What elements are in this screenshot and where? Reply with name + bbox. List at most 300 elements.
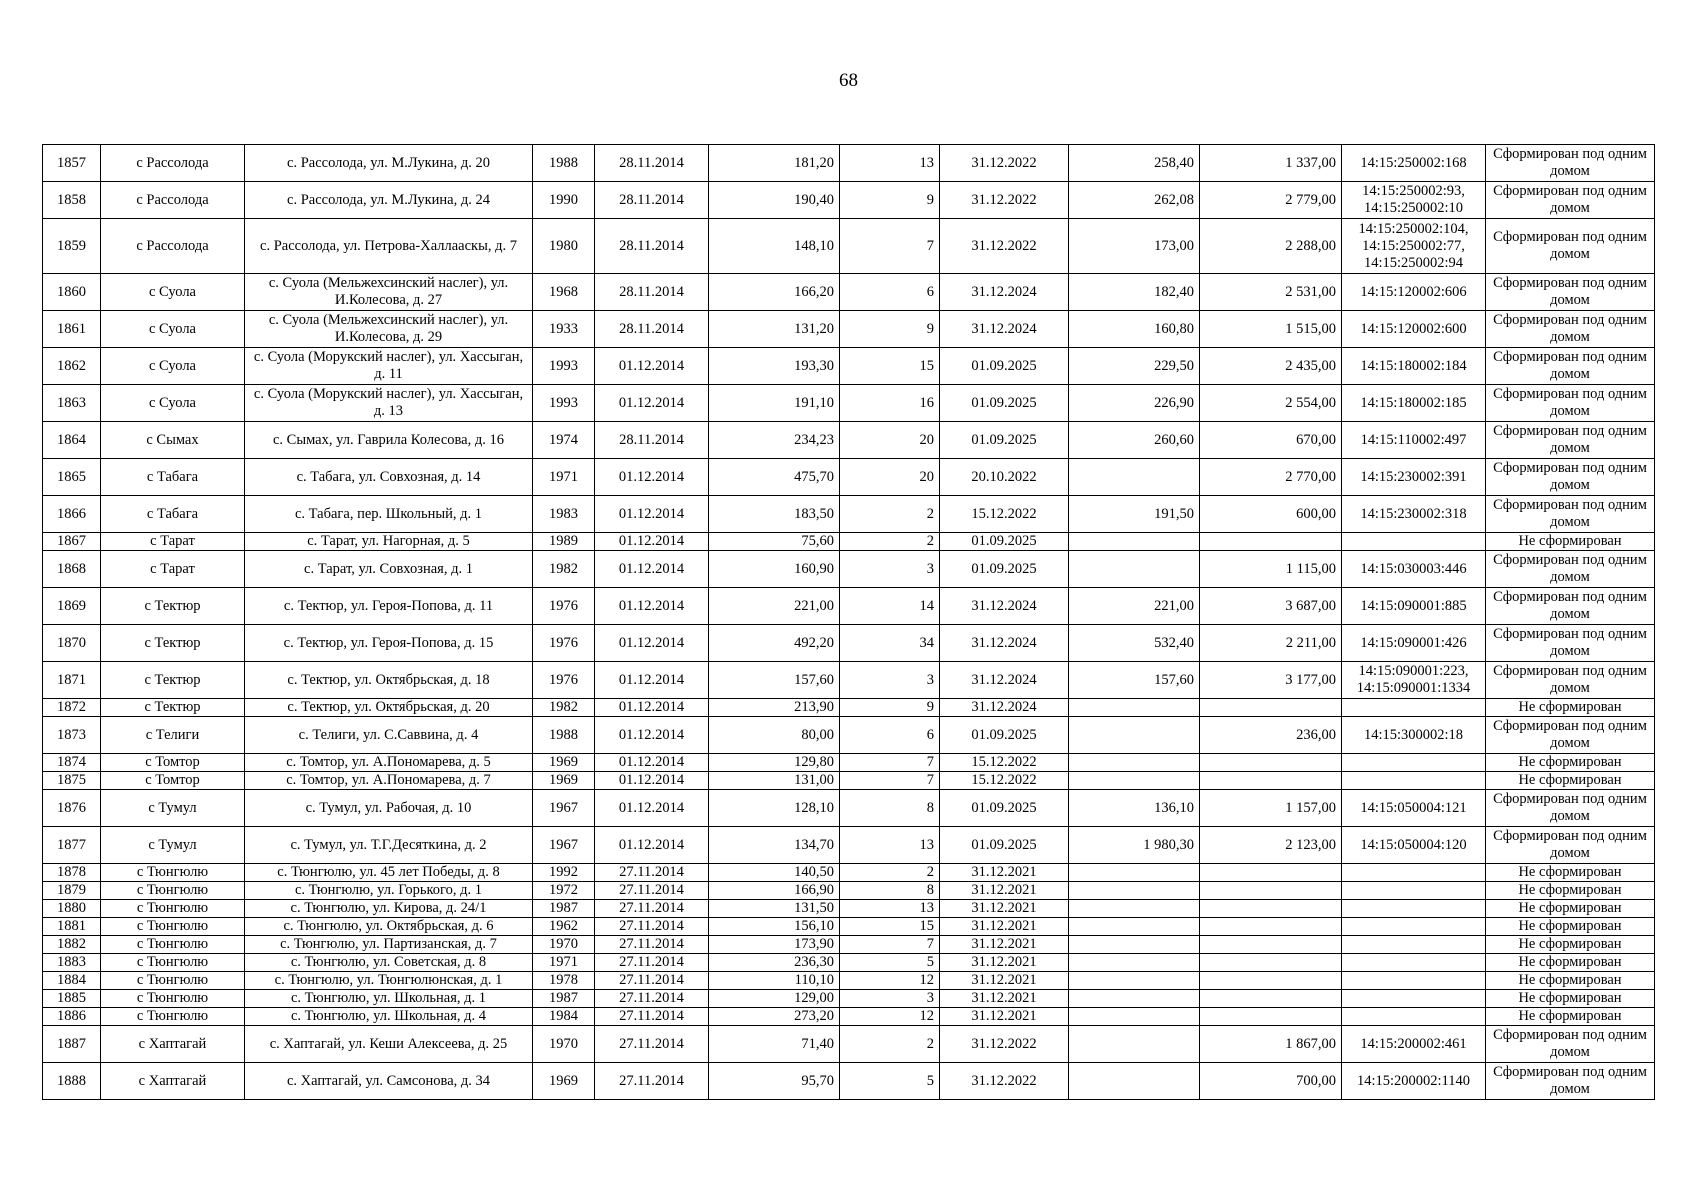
settlement-cell: с Хаптагай bbox=[101, 1063, 245, 1100]
cadastral-cell bbox=[1342, 533, 1486, 551]
deadline-cell: 15.12.2022 bbox=[940, 754, 1069, 772]
settlement-cell: с Табага bbox=[101, 496, 245, 533]
row-number: 1879 bbox=[43, 882, 101, 900]
settlement-cell: с Тарат bbox=[101, 551, 245, 588]
row-number: 1863 bbox=[43, 385, 101, 422]
land-area-cell: 2 531,00 bbox=[1200, 274, 1342, 311]
area2-cell: 182,40 bbox=[1069, 274, 1200, 311]
area2-cell bbox=[1069, 551, 1200, 588]
settlement-cell: с Тюнгюлю bbox=[101, 990, 245, 1008]
residents-cell: 20 bbox=[840, 459, 940, 496]
cadastral-cell: 14:15:050004:121 bbox=[1342, 790, 1486, 827]
year-cell: 1993 bbox=[533, 348, 595, 385]
address-cell: с. Тюнгюлю, ул. Школьная, д. 1 bbox=[245, 990, 533, 1008]
status-cell: Сформирован под одним домом bbox=[1486, 274, 1655, 311]
table-row bbox=[43, 882, 1655, 900]
land-area-cell bbox=[1200, 772, 1342, 790]
table-row bbox=[43, 662, 1655, 699]
status-cell: Не сформирован bbox=[1486, 1008, 1655, 1026]
status-cell: Сформирован под одним домом bbox=[1486, 551, 1655, 588]
address-cell: с. Рассолода, ул. М.Лукина, д. 24 bbox=[245, 182, 533, 219]
status-cell: Сформирован под одним домом bbox=[1486, 1063, 1655, 1100]
date-cell: 27.11.2014 bbox=[595, 918, 709, 936]
cadastral-cell bbox=[1342, 900, 1486, 918]
area2-cell bbox=[1069, 459, 1200, 496]
land-area-cell: 2 554,00 bbox=[1200, 385, 1342, 422]
area2-cell bbox=[1069, 1063, 1200, 1100]
area2-cell bbox=[1069, 864, 1200, 882]
address-cell: с. Хаптагай, ул. Самсонова, д. 34 bbox=[245, 1063, 533, 1100]
address-cell: с. Табага, пер. Школьный, д. 1 bbox=[245, 496, 533, 533]
area-cell: 475,70 bbox=[709, 459, 840, 496]
table-row bbox=[43, 145, 1655, 182]
status-cell: Сформирован под одним домом bbox=[1486, 625, 1655, 662]
date-cell: 01.12.2014 bbox=[595, 348, 709, 385]
year-cell: 1987 bbox=[533, 990, 595, 1008]
area-cell: 131,00 bbox=[709, 772, 840, 790]
settlement-cell: с Суола bbox=[101, 274, 245, 311]
area-cell: 160,90 bbox=[709, 551, 840, 588]
land-area-cell: 3 177,00 bbox=[1200, 662, 1342, 699]
settlement-cell: с Телиги bbox=[101, 717, 245, 754]
settlement-cell: с Сымах bbox=[101, 422, 245, 459]
table-row bbox=[43, 1026, 1655, 1063]
status-cell: Сформирован под одним домом bbox=[1486, 496, 1655, 533]
table-row bbox=[43, 496, 1655, 533]
area2-cell: 160,80 bbox=[1069, 311, 1200, 348]
deadline-cell: 01.09.2025 bbox=[940, 533, 1069, 551]
address-cell: с. Тюнгюлю, ул. Горького, д. 1 bbox=[245, 882, 533, 900]
deadline-cell: 31.12.2021 bbox=[940, 882, 1069, 900]
status-cell: Не сформирован bbox=[1486, 954, 1655, 972]
year-cell: 1982 bbox=[533, 551, 595, 588]
row-number: 1888 bbox=[43, 1063, 101, 1100]
year-cell: 1971 bbox=[533, 954, 595, 972]
address-cell: с. Сымах, ул. Гаврила Колесова, д. 16 bbox=[245, 422, 533, 459]
land-area-cell: 2 779,00 bbox=[1200, 182, 1342, 219]
row-number: 1864 bbox=[43, 422, 101, 459]
residents-cell: 13 bbox=[840, 145, 940, 182]
land-area-cell bbox=[1200, 900, 1342, 918]
area2-cell bbox=[1069, 1008, 1200, 1026]
area-cell: 128,10 bbox=[709, 790, 840, 827]
settlement-cell: с Тюнгюлю bbox=[101, 954, 245, 972]
land-area-cell: 2 770,00 bbox=[1200, 459, 1342, 496]
date-cell: 01.12.2014 bbox=[595, 717, 709, 754]
date-cell: 27.11.2014 bbox=[595, 1026, 709, 1063]
residents-cell: 14 bbox=[840, 588, 940, 625]
cadastral-cell: 14:15:300002:18 bbox=[1342, 717, 1486, 754]
year-cell: 1984 bbox=[533, 1008, 595, 1026]
settlement-cell: с Тюнгюлю bbox=[101, 936, 245, 954]
row-number: 1882 bbox=[43, 936, 101, 954]
cadastral-cell: 14:15:250002:93, 14:15:250002:10 bbox=[1342, 182, 1486, 219]
year-cell: 1969 bbox=[533, 1063, 595, 1100]
settlement-cell: с Тектюр bbox=[101, 662, 245, 699]
deadline-cell: 31.12.2024 bbox=[940, 311, 1069, 348]
deadline-cell: 31.12.2022 bbox=[940, 145, 1069, 182]
residents-cell: 6 bbox=[840, 717, 940, 754]
address-cell: с. Рассолода, ул. Петрова-Халлааскы, д. 7 bbox=[245, 219, 533, 274]
area-cell: 234,23 bbox=[709, 422, 840, 459]
date-cell: 01.12.2014 bbox=[595, 551, 709, 588]
cadastral-cell bbox=[1342, 754, 1486, 772]
residents-cell: 7 bbox=[840, 219, 940, 274]
row-number: 1858 bbox=[43, 182, 101, 219]
land-area-cell: 1 515,00 bbox=[1200, 311, 1342, 348]
deadline-cell: 31.12.2022 bbox=[940, 1026, 1069, 1063]
row-number: 1884 bbox=[43, 972, 101, 990]
cadastral-cell: 14:15:110002:497 bbox=[1342, 422, 1486, 459]
residents-cell: 13 bbox=[840, 827, 940, 864]
cadastral-cell bbox=[1342, 699, 1486, 717]
residents-cell: 7 bbox=[840, 754, 940, 772]
address-cell: с. Тектюр, ул. Октябрьская, д. 20 bbox=[245, 699, 533, 717]
cadastral-cell: 14:15:090001:223, 14:15:090001:1334 bbox=[1342, 662, 1486, 699]
year-cell: 1971 bbox=[533, 459, 595, 496]
area-cell: 148,10 bbox=[709, 219, 840, 274]
date-cell: 01.12.2014 bbox=[595, 459, 709, 496]
page-number: 68 bbox=[839, 70, 858, 91]
status-cell: Не сформирован bbox=[1486, 990, 1655, 1008]
settlement-cell: с Суола bbox=[101, 311, 245, 348]
address-cell: с. Телиги, ул. С.Саввина, д. 4 bbox=[245, 717, 533, 754]
residents-cell: 9 bbox=[840, 311, 940, 348]
address-cell: с. Тюнгюлю, ул. Школьная, д. 4 bbox=[245, 1008, 533, 1026]
land-area-cell: 1 157,00 bbox=[1200, 790, 1342, 827]
status-cell: Не сформирован bbox=[1486, 900, 1655, 918]
year-cell: 1970 bbox=[533, 1026, 595, 1063]
year-cell: 1970 bbox=[533, 936, 595, 954]
table-row bbox=[43, 900, 1655, 918]
year-cell: 1993 bbox=[533, 385, 595, 422]
deadline-cell: 01.09.2025 bbox=[940, 348, 1069, 385]
date-cell: 27.11.2014 bbox=[595, 990, 709, 1008]
settlement-cell: с Тумул bbox=[101, 790, 245, 827]
cadastral-cell bbox=[1342, 864, 1486, 882]
row-number: 1868 bbox=[43, 551, 101, 588]
residents-cell: 6 bbox=[840, 274, 940, 311]
deadline-cell: 31.12.2021 bbox=[940, 972, 1069, 990]
address-cell: с. Тумул, ул. Т.Г.Десяткина, д. 2 bbox=[245, 827, 533, 864]
residents-cell: 34 bbox=[840, 625, 940, 662]
year-cell: 1976 bbox=[533, 662, 595, 699]
area2-cell bbox=[1069, 699, 1200, 717]
year-cell: 1982 bbox=[533, 699, 595, 717]
deadline-cell: 31.12.2024 bbox=[940, 662, 1069, 699]
status-cell: Сформирован под одним домом bbox=[1486, 790, 1655, 827]
deadline-cell: 01.09.2025 bbox=[940, 551, 1069, 588]
row-number: 1877 bbox=[43, 827, 101, 864]
address-cell: с. Тюнгюлю, ул. Партизанская, д. 7 bbox=[245, 936, 533, 954]
deadline-cell: 31.12.2022 bbox=[940, 219, 1069, 274]
table-row bbox=[43, 699, 1655, 717]
table-row bbox=[43, 772, 1655, 790]
land-area-cell bbox=[1200, 754, 1342, 772]
year-cell: 1992 bbox=[533, 864, 595, 882]
year-cell: 1972 bbox=[533, 882, 595, 900]
residents-cell: 8 bbox=[840, 882, 940, 900]
land-area-cell: 3 687,00 bbox=[1200, 588, 1342, 625]
area2-cell bbox=[1069, 936, 1200, 954]
area-cell: 236,30 bbox=[709, 954, 840, 972]
date-cell: 01.12.2014 bbox=[595, 588, 709, 625]
area2-cell bbox=[1069, 882, 1200, 900]
settlement-cell: с Тюнгюлю bbox=[101, 1008, 245, 1026]
date-cell: 28.11.2014 bbox=[595, 182, 709, 219]
date-cell: 27.11.2014 bbox=[595, 954, 709, 972]
area2-cell bbox=[1069, 972, 1200, 990]
table-row bbox=[43, 551, 1655, 588]
cadastral-cell: 14:15:230002:318 bbox=[1342, 496, 1486, 533]
land-area-cell: 2 435,00 bbox=[1200, 348, 1342, 385]
date-cell: 01.12.2014 bbox=[595, 662, 709, 699]
land-area-cell bbox=[1200, 882, 1342, 900]
year-cell: 1976 bbox=[533, 625, 595, 662]
settlement-cell: с Суола bbox=[101, 385, 245, 422]
table-row bbox=[43, 348, 1655, 385]
deadline-cell: 01.09.2025 bbox=[940, 385, 1069, 422]
area-cell: 157,60 bbox=[709, 662, 840, 699]
row-number: 1862 bbox=[43, 348, 101, 385]
settlement-cell: с Томтор bbox=[101, 772, 245, 790]
area2-cell bbox=[1069, 918, 1200, 936]
year-cell: 1967 bbox=[533, 827, 595, 864]
cadastral-cell bbox=[1342, 772, 1486, 790]
date-cell: 01.12.2014 bbox=[595, 496, 709, 533]
residents-cell: 13 bbox=[840, 900, 940, 918]
settlement-cell: с Тюнгюлю bbox=[101, 864, 245, 882]
cadastral-cell: 14:15:120002:600 bbox=[1342, 311, 1486, 348]
address-cell: с. Томтор, ул. А.Пономарева, д. 5 bbox=[245, 754, 533, 772]
land-area-cell: 2 123,00 bbox=[1200, 827, 1342, 864]
date-cell: 01.12.2014 bbox=[595, 699, 709, 717]
table-row bbox=[43, 790, 1655, 827]
residents-cell: 2 bbox=[840, 1026, 940, 1063]
year-cell: 1983 bbox=[533, 496, 595, 533]
land-area-cell bbox=[1200, 972, 1342, 990]
area2-cell: 1 980,30 bbox=[1069, 827, 1200, 864]
cadastral-cell: 14:15:200002:461 bbox=[1342, 1026, 1486, 1063]
area-cell: 131,50 bbox=[709, 900, 840, 918]
status-cell: Сформирован под одним домом bbox=[1486, 385, 1655, 422]
year-cell: 1980 bbox=[533, 219, 595, 274]
deadline-cell: 01.09.2025 bbox=[940, 717, 1069, 754]
status-cell: Сформирован под одним домом bbox=[1486, 311, 1655, 348]
residents-cell: 12 bbox=[840, 972, 940, 990]
address-cell: с. Хаптагай, ул. Кеши Алексеева, д. 25 bbox=[245, 1026, 533, 1063]
table-row bbox=[43, 864, 1655, 882]
area-cell: 156,10 bbox=[709, 918, 840, 936]
date-cell: 28.11.2014 bbox=[595, 274, 709, 311]
area-cell: 131,20 bbox=[709, 311, 840, 348]
status-cell: Сформирован под одним домом bbox=[1486, 145, 1655, 182]
address-cell: с. Тарат, ул. Нагорная, д. 5 bbox=[245, 533, 533, 551]
row-number: 1871 bbox=[43, 662, 101, 699]
address-cell: с. Тюнгюлю, ул. Кирова, д. 24/1 bbox=[245, 900, 533, 918]
deadline-cell: 31.12.2021 bbox=[940, 900, 1069, 918]
row-number: 1870 bbox=[43, 625, 101, 662]
settlement-cell: с Томтор bbox=[101, 754, 245, 772]
status-cell: Сформирован под одним домом bbox=[1486, 827, 1655, 864]
cadastral-cell bbox=[1342, 936, 1486, 954]
year-cell: 1962 bbox=[533, 918, 595, 936]
cadastral-cell bbox=[1342, 954, 1486, 972]
cadastral-cell: 14:15:230002:391 bbox=[1342, 459, 1486, 496]
settlement-cell: с Рассолода bbox=[101, 145, 245, 182]
year-cell: 1988 bbox=[533, 145, 595, 182]
residents-cell: 3 bbox=[840, 990, 940, 1008]
deadline-cell: 31.12.2022 bbox=[940, 1063, 1069, 1100]
status-cell: Не сформирован bbox=[1486, 936, 1655, 954]
settlement-cell: с Тюнгюлю bbox=[101, 900, 245, 918]
row-number: 1859 bbox=[43, 219, 101, 274]
area-cell: 191,10 bbox=[709, 385, 840, 422]
area-cell: 80,00 bbox=[709, 717, 840, 754]
address-cell: с. Суола (Мельжехсинский наслег), ул. И.Колесова, д. 29 bbox=[245, 311, 533, 348]
date-cell: 01.12.2014 bbox=[595, 790, 709, 827]
deadline-cell: 15.12.2022 bbox=[940, 496, 1069, 533]
land-area-cell: 2 211,00 bbox=[1200, 625, 1342, 662]
area-cell: 190,40 bbox=[709, 182, 840, 219]
residents-cell: 9 bbox=[840, 182, 940, 219]
address-cell: с. Суола (Мельжехсинский наслег), ул. И.Колесова, д. 27 bbox=[245, 274, 533, 311]
row-number: 1857 bbox=[43, 145, 101, 182]
residents-cell: 3 bbox=[840, 551, 940, 588]
year-cell: 1969 bbox=[533, 754, 595, 772]
land-area-cell bbox=[1200, 954, 1342, 972]
area-cell: 134,70 bbox=[709, 827, 840, 864]
settlement-cell: с Тюнгюлю bbox=[101, 882, 245, 900]
year-cell: 1968 bbox=[533, 274, 595, 311]
year-cell: 1933 bbox=[533, 311, 595, 348]
area-cell: 193,30 bbox=[709, 348, 840, 385]
date-cell: 27.11.2014 bbox=[595, 900, 709, 918]
area2-cell bbox=[1069, 754, 1200, 772]
date-cell: 01.12.2014 bbox=[595, 385, 709, 422]
land-area-cell bbox=[1200, 936, 1342, 954]
address-cell: с. Табага, ул. Совхозная, д. 14 bbox=[245, 459, 533, 496]
date-cell: 01.12.2014 bbox=[595, 533, 709, 551]
table-row bbox=[43, 1008, 1655, 1026]
status-cell: Не сформирован bbox=[1486, 772, 1655, 790]
table-row bbox=[43, 717, 1655, 754]
row-number: 1869 bbox=[43, 588, 101, 625]
table-row bbox=[43, 954, 1655, 972]
area-cell: 95,70 bbox=[709, 1063, 840, 1100]
address-cell: с. Тектюр, ул. Героя-Попова, д. 15 bbox=[245, 625, 533, 662]
row-number: 1865 bbox=[43, 459, 101, 496]
date-cell: 28.11.2014 bbox=[595, 422, 709, 459]
land-area-cell: 1 337,00 bbox=[1200, 145, 1342, 182]
date-cell: 27.11.2014 bbox=[595, 864, 709, 882]
residents-cell: 2 bbox=[840, 533, 940, 551]
deadline-cell: 31.12.2021 bbox=[940, 864, 1069, 882]
residents-cell: 5 bbox=[840, 954, 940, 972]
year-cell: 1987 bbox=[533, 900, 595, 918]
area2-cell: 157,60 bbox=[1069, 662, 1200, 699]
row-number: 1860 bbox=[43, 274, 101, 311]
table-row bbox=[43, 274, 1655, 311]
year-cell: 1967 bbox=[533, 790, 595, 827]
settlement-cell: с Табага bbox=[101, 459, 245, 496]
table-row bbox=[43, 182, 1655, 219]
residents-cell: 12 bbox=[840, 1008, 940, 1026]
status-cell: Сформирован под одним домом bbox=[1486, 422, 1655, 459]
status-cell: Сформирован под одним домом bbox=[1486, 717, 1655, 754]
date-cell: 27.11.2014 bbox=[595, 1063, 709, 1100]
cadastral-cell: 14:15:050004:120 bbox=[1342, 827, 1486, 864]
status-cell: Сформирован под одним домом bbox=[1486, 1026, 1655, 1063]
cadastral-cell: 14:15:250002:168 bbox=[1342, 145, 1486, 182]
area-cell: 213,90 bbox=[709, 699, 840, 717]
row-number: 1876 bbox=[43, 790, 101, 827]
cadastral-cell: 14:15:030003:446 bbox=[1342, 551, 1486, 588]
address-cell: с. Тюнгюлю, ул. Октябрьская, д. 6 bbox=[245, 918, 533, 936]
row-number: 1885 bbox=[43, 990, 101, 1008]
area-cell: 129,80 bbox=[709, 754, 840, 772]
area-cell: 75,60 bbox=[709, 533, 840, 551]
status-cell: Не сформирован bbox=[1486, 754, 1655, 772]
land-area-cell: 1 115,00 bbox=[1200, 551, 1342, 588]
settlement-cell: с Хаптагай bbox=[101, 1026, 245, 1063]
status-cell: Не сформирован bbox=[1486, 533, 1655, 551]
address-cell: с. Тюнгюлю, ул. 45 лет Победы, д. 8 bbox=[245, 864, 533, 882]
status-cell: Сформирован под одним домом bbox=[1486, 219, 1655, 274]
date-cell: 27.11.2014 bbox=[595, 1008, 709, 1026]
date-cell: 27.11.2014 bbox=[595, 972, 709, 990]
area2-cell: 191,50 bbox=[1069, 496, 1200, 533]
date-cell: 01.12.2014 bbox=[595, 754, 709, 772]
land-area-cell bbox=[1200, 990, 1342, 1008]
residents-cell: 2 bbox=[840, 496, 940, 533]
address-cell: с. Тюнгюлю, ул. Тюнгюлюнская, д. 1 bbox=[245, 972, 533, 990]
date-cell: 27.11.2014 bbox=[595, 882, 709, 900]
address-cell: с. Тектюр, ул. Героя-Попова, д. 11 bbox=[245, 588, 533, 625]
residents-cell: 7 bbox=[840, 772, 940, 790]
settlement-cell: с Тектюр bbox=[101, 625, 245, 662]
address-cell: с. Тектюр, ул. Октябрьская, д. 18 bbox=[245, 662, 533, 699]
area-cell: 273,20 bbox=[709, 1008, 840, 1026]
area2-cell bbox=[1069, 954, 1200, 972]
area-cell: 492,20 bbox=[709, 625, 840, 662]
residents-cell: 9 bbox=[840, 699, 940, 717]
area2-cell: 173,00 bbox=[1069, 219, 1200, 274]
deadline-cell: 31.12.2022 bbox=[940, 182, 1069, 219]
cadastral-cell: 14:15:180002:185 bbox=[1342, 385, 1486, 422]
land-area-cell: 670,00 bbox=[1200, 422, 1342, 459]
address-cell: с. Тюнгюлю, ул. Советская, д. 8 bbox=[245, 954, 533, 972]
deadline-cell: 31.12.2021 bbox=[940, 954, 1069, 972]
year-cell: 1990 bbox=[533, 182, 595, 219]
settlement-cell: с Тектюр bbox=[101, 699, 245, 717]
status-cell: Сформирован под одним домом bbox=[1486, 662, 1655, 699]
settlement-cell: с Тектюр bbox=[101, 588, 245, 625]
cadastral-cell: 14:15:200002:1140 bbox=[1342, 1063, 1486, 1100]
status-cell: Не сформирован bbox=[1486, 864, 1655, 882]
deadline-cell: 20.10.2022 bbox=[940, 459, 1069, 496]
area2-cell: 226,90 bbox=[1069, 385, 1200, 422]
area-cell: 183,50 bbox=[709, 496, 840, 533]
area2-cell: 229,50 bbox=[1069, 348, 1200, 385]
row-number: 1872 bbox=[43, 699, 101, 717]
area2-cell bbox=[1069, 717, 1200, 754]
year-cell: 1978 bbox=[533, 972, 595, 990]
address-cell: с. Рассолода, ул. М.Лукина, д. 20 bbox=[245, 145, 533, 182]
residents-cell: 5 bbox=[840, 1063, 940, 1100]
status-cell: Сформирован под одним домом bbox=[1486, 182, 1655, 219]
table-row bbox=[43, 990, 1655, 1008]
